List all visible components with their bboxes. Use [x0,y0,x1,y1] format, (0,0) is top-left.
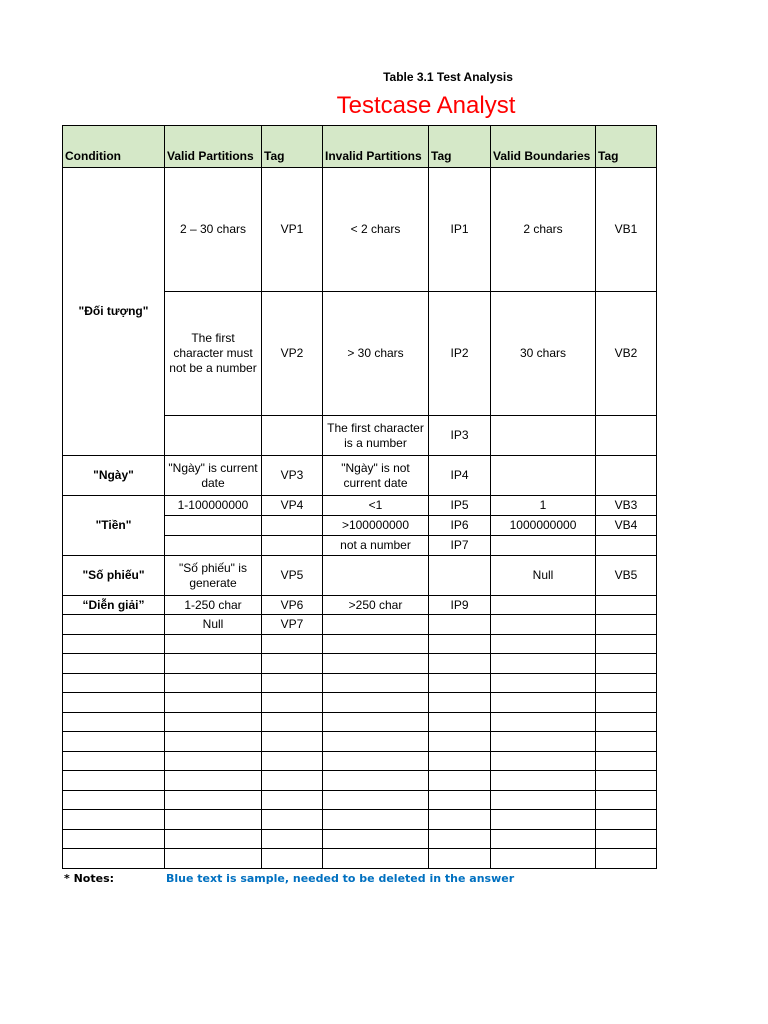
empty-cell [262,713,323,732]
tag-cell [262,536,323,556]
valid-partition-cell: 1-100000000 [165,496,262,516]
empty-cell [491,791,596,810]
empty-cell [596,693,657,713]
empty-cell [323,849,429,869]
empty-cell [165,654,262,674]
tag-cell: VB2 [596,292,657,416]
tag-cell: IP2 [429,292,491,416]
empty-cell [165,635,262,654]
empty-cell [429,810,491,830]
empty-cell [323,635,429,654]
empty-cell [596,830,657,849]
empty-cell [429,654,491,674]
empty-row [63,635,657,654]
empty-cell [491,810,596,830]
tag-cell: VP4 [262,496,323,516]
empty-row [63,693,657,713]
empty-cell [596,771,657,791]
valid-partition-cell [165,536,262,556]
empty-cell [596,732,657,752]
empty-cell [491,654,596,674]
empty-cell [429,791,491,810]
empty-cell [596,810,657,830]
empty-cell [262,674,323,693]
tag-cell: IP4 [429,456,491,496]
table-row [63,168,657,292]
tag-cell: VB4 [596,516,657,536]
empty-row [63,830,657,849]
table-row [63,556,657,596]
empty-cell [323,752,429,771]
empty-cell [262,693,323,713]
empty-cell [491,771,596,791]
header-tag: Tag [429,126,491,168]
empty-cell [491,635,596,654]
table-row [63,496,657,516]
tag-cell [262,516,323,536]
empty-cell [323,830,429,849]
empty-cell [323,732,429,752]
tag-cell [429,556,491,596]
empty-cell [596,674,657,693]
valid-partition-cell: 1-250 char [165,596,262,615]
empty-cell [262,654,323,674]
empty-cell [165,752,262,771]
tag-cell [596,615,657,635]
empty-row [63,791,657,810]
empty-cell [323,771,429,791]
tag-cell: IP7 [429,536,491,556]
empty-row [63,674,657,693]
valid-partition-cell: Null [165,615,262,635]
condition-cell: "Ngày" [63,456,165,496]
empty-cell [323,713,429,732]
valid-boundary-cell: 1 [491,496,596,516]
empty-cell [165,810,262,830]
tag-cell: VP1 [262,168,323,292]
tag-cell [596,596,657,615]
condition-cell [63,615,165,635]
valid-boundary-cell: 2 chars [491,168,596,292]
valid-partition-cell [165,516,262,536]
invalid-partition-cell: <1 [323,496,429,516]
empty-cell [323,693,429,713]
empty-cell [429,713,491,732]
invalid-partition-cell: >100000000 [323,516,429,536]
header-invalid-partitions: Invalid Partitions [323,126,429,168]
empty-cell [63,810,165,830]
empty-row [63,810,657,830]
valid-boundary-cell [491,416,596,456]
page-title: Testcase Analyst [336,92,516,119]
empty-cell [262,732,323,752]
invalid-partition-cell: >250 char [323,596,429,615]
empty-cell [323,654,429,674]
empty-cell [491,732,596,752]
empty-cell [165,732,262,752]
tag-cell: IP6 [429,516,491,536]
invalid-partition-cell: not a number [323,536,429,556]
empty-row [63,732,657,752]
empty-cell [165,713,262,732]
valid-boundary-cell [491,615,596,635]
tag-cell [596,416,657,456]
empty-cell [323,791,429,810]
empty-cell [63,713,165,732]
empty-row [63,771,657,791]
empty-cell [429,674,491,693]
valid-boundary-cell [491,536,596,556]
empty-cell [63,771,165,791]
valid-partition-cell [165,416,262,456]
empty-cell [63,674,165,693]
empty-row [63,849,657,869]
empty-cell [165,830,262,849]
valid-partition-cell: "Ngày" is current date [165,456,262,496]
invalid-partition-cell: "Ngày" is not current date [323,456,429,496]
empty-cell [323,810,429,830]
empty-cell [491,752,596,771]
tag-cell: IP1 [429,168,491,292]
notes-text: Blue text is sample, needed to be deleted in the answer [166,872,515,885]
valid-partition-cell: "Số phiếu" is generate [165,556,262,596]
tag-cell [429,615,491,635]
empty-cell [596,635,657,654]
empty-cell [596,791,657,810]
empty-cell [63,752,165,771]
tag-cell: IP5 [429,496,491,516]
invalid-partition-cell: < 2 chars [323,168,429,292]
empty-cell [429,635,491,654]
tag-cell [596,456,657,496]
tag-cell: VB5 [596,556,657,596]
table-row [63,615,657,635]
empty-cell [262,752,323,771]
empty-cell [262,791,323,810]
empty-cell [165,771,262,791]
tag-cell: IP3 [429,416,491,456]
table-caption: Table 3.1 Test Analysis [383,70,513,84]
empty-cell [429,771,491,791]
empty-cell [491,849,596,869]
empty-cell [596,752,657,771]
empty-row [63,713,657,732]
empty-cell [491,830,596,849]
valid-boundary-cell: 1000000000 [491,516,596,536]
table-row [63,596,657,615]
tag-cell: VP5 [262,556,323,596]
header-tag: Tag [262,126,323,168]
empty-cell [429,830,491,849]
empty-cell [63,654,165,674]
header-valid-boundaries: Valid Boundaries [491,126,596,168]
valid-partition-cell: 2 – 30 chars [165,168,262,292]
tag-cell: VP7 [262,615,323,635]
valid-boundary-cell: Null [491,556,596,596]
empty-cell [323,674,429,693]
empty-cell [165,849,262,869]
tag-cell: VB1 [596,168,657,292]
empty-cell [63,830,165,849]
tag-cell: IP9 [429,596,491,615]
empty-cell [491,713,596,732]
condition-cell: “Diễn giải” [63,596,165,615]
empty-cell [63,791,165,810]
empty-cell [165,791,262,810]
invalid-partition-cell: > 30 chars [323,292,429,416]
empty-cell [429,693,491,713]
empty-cell [262,635,323,654]
empty-cell [491,674,596,693]
empty-cell [262,771,323,791]
empty-cell [491,693,596,713]
empty-cell [429,752,491,771]
invalid-partition-cell [323,556,429,596]
tag-cell: VP3 [262,456,323,496]
valid-partition-cell: The first character must not be a number [165,292,262,416]
empty-cell [596,654,657,674]
empty-cell [429,732,491,752]
empty-row [63,654,657,674]
condition-cell: "Đối tượng" [63,168,165,456]
empty-cell [262,830,323,849]
table-row [63,456,657,496]
header-condition: Condition [63,126,165,168]
notes-label: * Notes: [64,872,115,885]
empty-row [63,752,657,771]
tag-cell [596,536,657,556]
empty-cell [596,713,657,732]
empty-cell [63,635,165,654]
tag-cell: VP6 [262,596,323,615]
empty-cell [596,849,657,869]
tag-cell [262,416,323,456]
test-analysis-table [62,125,657,869]
tag-cell: VB3 [596,496,657,516]
valid-boundary-cell: 30 chars [491,292,596,416]
empty-cell [429,849,491,869]
empty-cell [63,693,165,713]
invalid-partition-cell [323,615,429,635]
tag-cell: VP2 [262,292,323,416]
condition-cell: "Số phiếu" [63,556,165,596]
valid-boundary-cell [491,456,596,496]
empty-cell [63,732,165,752]
condition-cell: "Tiền" [63,496,165,556]
valid-boundary-cell [491,596,596,615]
empty-cell [63,849,165,869]
table-header-row [63,126,657,168]
empty-cell [165,674,262,693]
header-tag: Tag [596,126,657,168]
invalid-partition-cell: The first character is a number [323,416,429,456]
empty-cell [165,693,262,713]
header-valid-partitions: Valid Partitions [165,126,262,168]
empty-cell [262,810,323,830]
empty-cell [262,849,323,869]
